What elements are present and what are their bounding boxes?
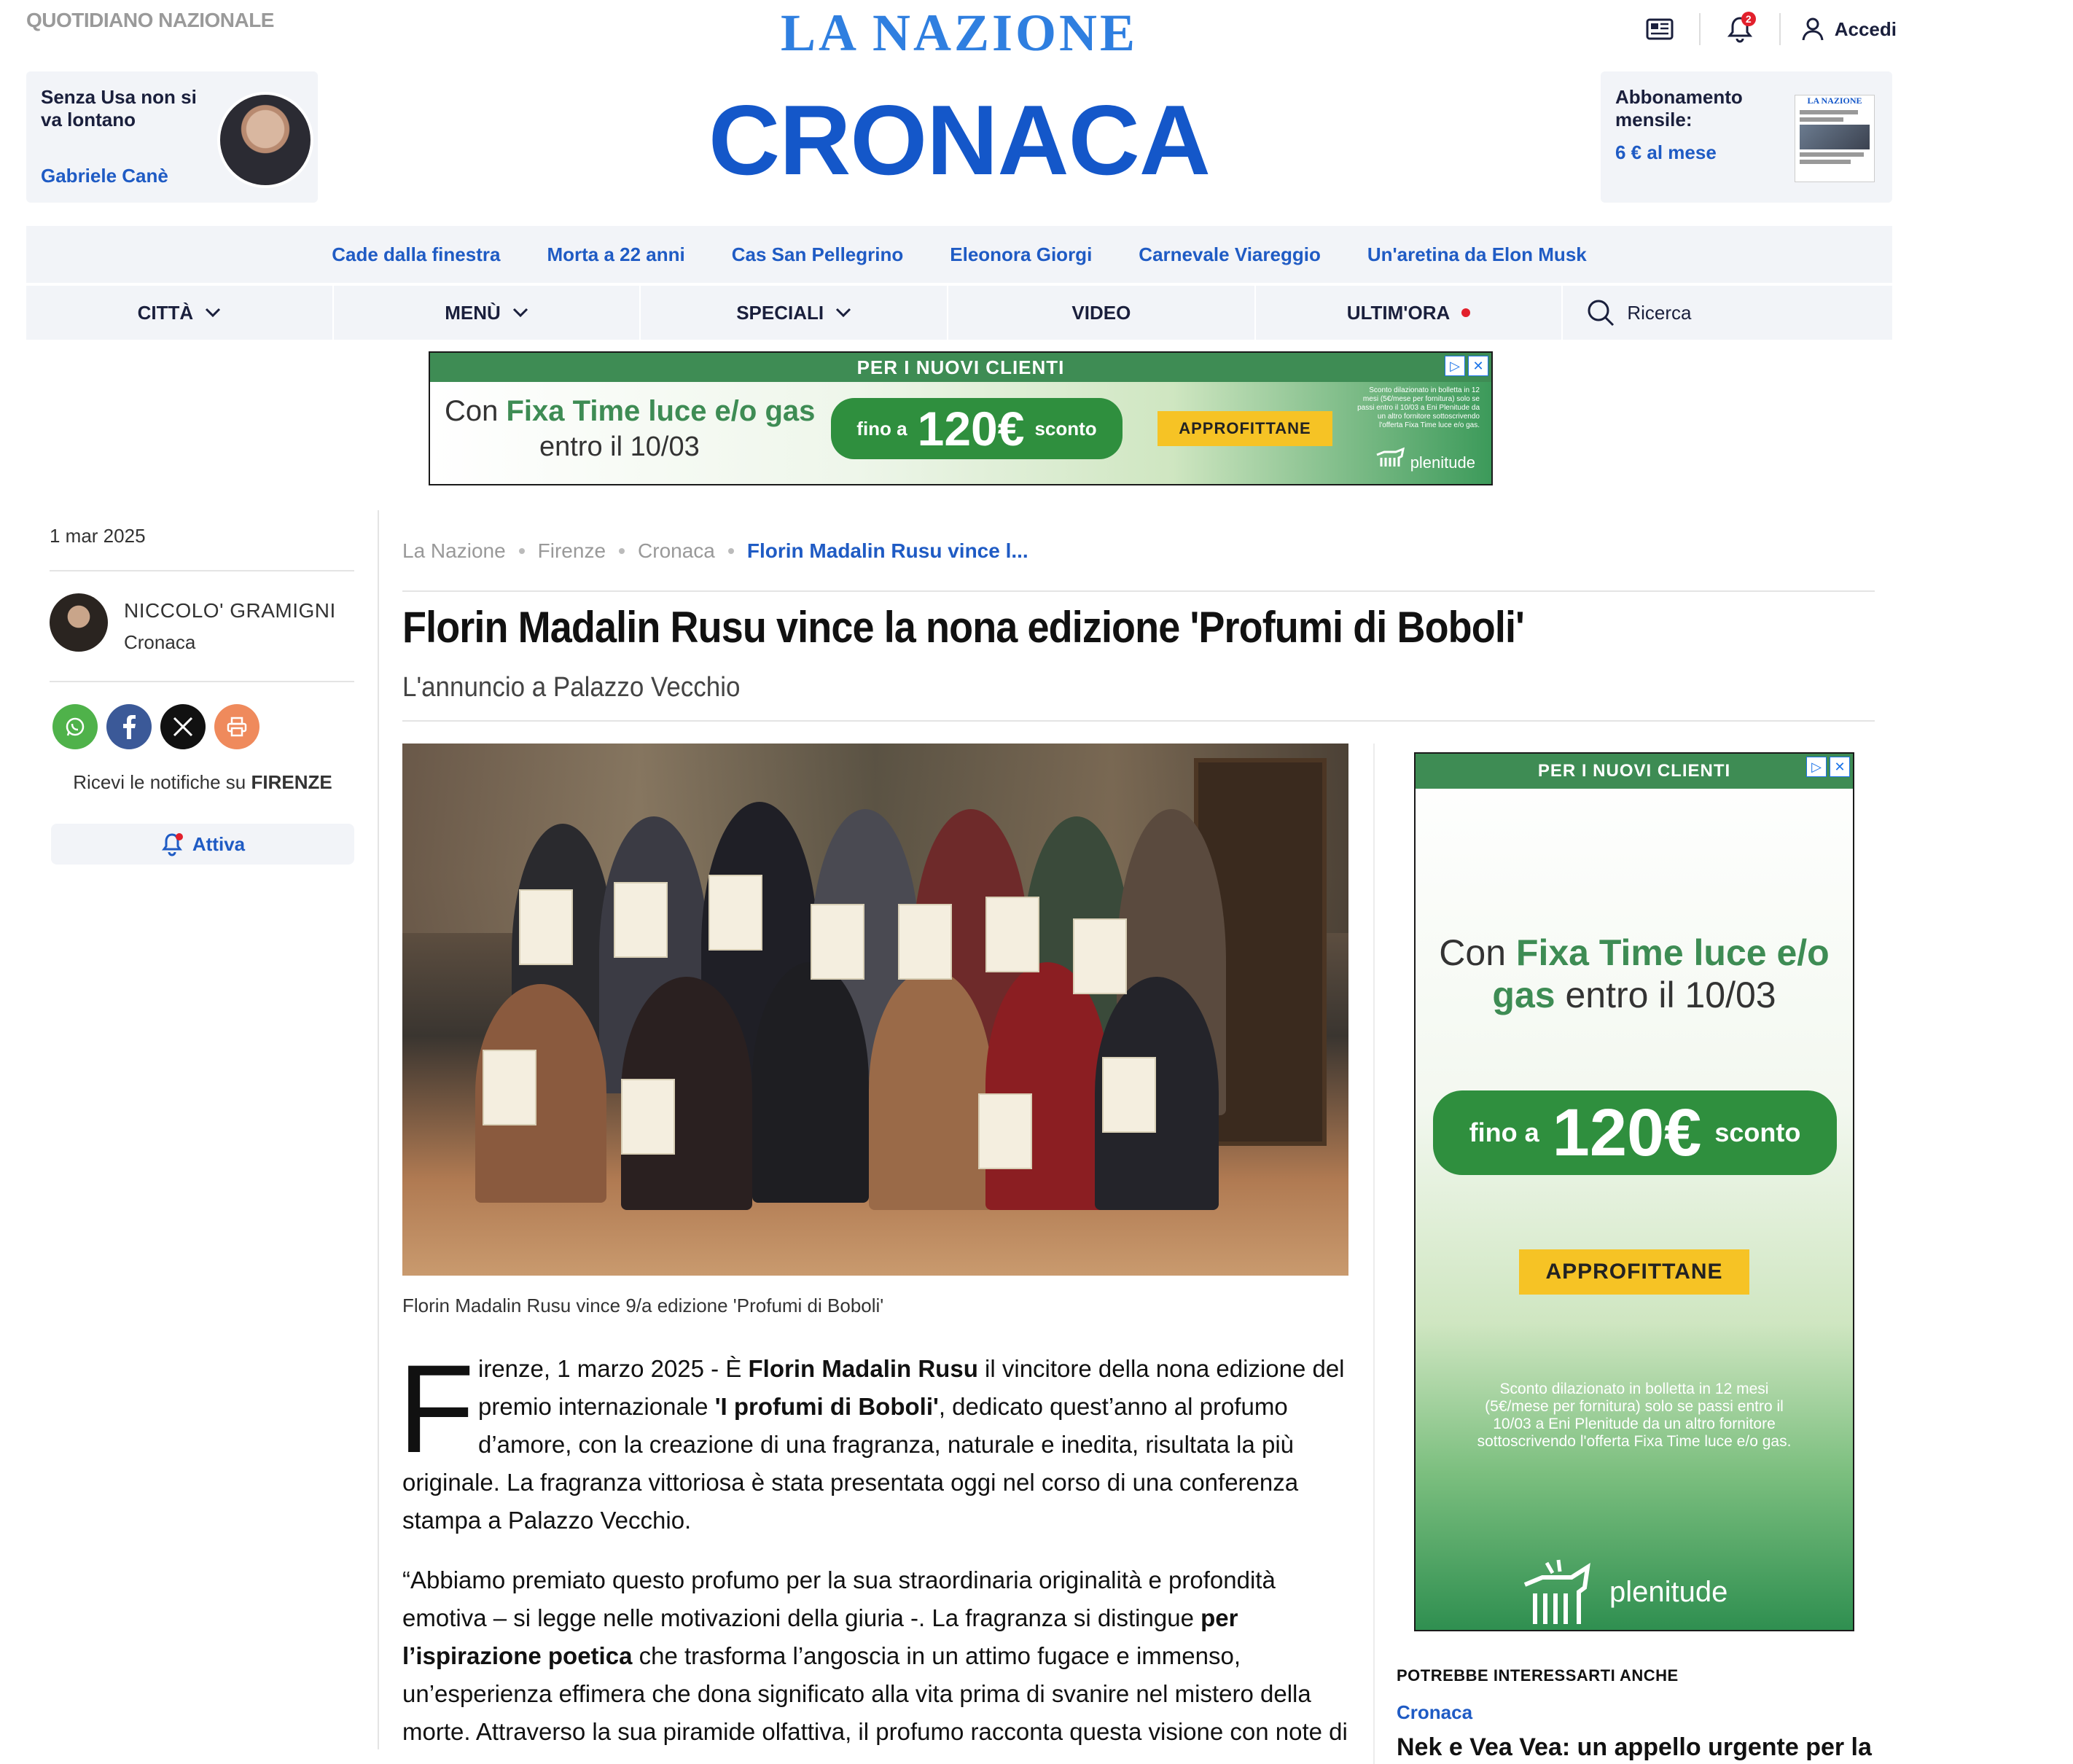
breadcrumb-separator [519,548,525,554]
cover-image [1800,125,1870,149]
bell-alert-icon [160,832,184,856]
breadcrumb [402,539,1028,563]
header-divider [1779,13,1781,45]
banner-ad-product: Fixa Time luce e/o gas [506,395,816,427]
text-run: irenze, 1 marzo 2025 - È [478,1355,749,1382]
certificate [811,904,864,980]
login-label: Accedi [1834,17,1897,40]
pill-suffix: sconto [1034,417,1097,440]
ad-choices [1445,356,1488,376]
column-divider [1373,744,1375,1764]
text-bold: 'I profumi di Boboli' [714,1393,939,1420]
group-member [985,962,1109,1210]
author-avatar[interactable] [50,593,108,652]
cover-line [1800,110,1858,114]
facebook-icon[interactable] [106,704,152,749]
pill-amount: 120€ [1552,1095,1702,1170]
cover-line [1800,160,1851,164]
pill-prefix: fino a [856,417,907,440]
banner-ad-headline-pre: Con [445,395,507,427]
chevron-down-icon [512,308,528,318]
pill-prefix: fino a [1469,1117,1539,1147]
sidebar-ad-smallprint: Sconto dilazionato in bolletta in 12 mesi (5€/mese per fornitura) solo se passi entro il 10/03 a Eni Plenitude da un altro fornitore sottoscrivendo l'offerta Fixa Time luce e/o gas. [1477,1381,1792,1450]
divider [50,681,354,682]
text-run: “Abbiamo premiato questo profumo per la sua straordinaria originalità e profondità emotiva – si legge nelle motivazioni della giuria -. La fragranza si distingue [402,1566,1276,1631]
certificate [898,904,952,980]
network-logo[interactable]: QUOTIDIANO NAZIONALE [26,9,274,31]
certificate [519,889,573,965]
ad-info-icon[interactable]: ▷ [1806,757,1827,777]
text-run: il vincitore della nona edizione del premio internazionale [478,1355,1345,1420]
sidebar-ad-product: Fixa Time luce e/o [1515,932,1830,973]
banner-ad-headline [445,395,815,428]
banner-ad[interactable] [429,351,1493,485]
sidebar-ad-header: PER I NUOVI CLIENTI [1416,754,1853,789]
whatsapp-icon[interactable] [52,704,98,749]
certificate [985,897,1039,972]
plenitude-logo-text: plenitude [1609,1575,1728,1608]
breadcrumb-separator [728,548,734,554]
banner-ad-discount-pill [831,398,1123,459]
six-legged-dog-icon [1518,1556,1598,1628]
sidebar-ad-headline [1437,932,1831,1016]
nav-citta-label: CITTÀ [137,301,194,324]
nav-ultimora[interactable] [1256,286,1563,340]
trending-link[interactable]: Morta a 22 anni [547,243,685,265]
nav-video[interactable] [948,286,1256,340]
notifications-bell-icon[interactable] [1721,10,1759,48]
trending-link[interactable]: Eleonora Giorgi [950,243,1093,265]
divider [402,590,1875,592]
plenitude-logo [1374,446,1475,472]
live-dot-icon [1461,308,1470,317]
sidebar-ad-cta-button[interactable]: APPROFITTANE [1519,1249,1749,1295]
pill-amount: 120€ [917,402,1025,456]
sidebar-ad-headline-pre: Con [1439,932,1516,973]
nav-menu-label: MENÙ [445,301,501,324]
search-icon [1586,298,1615,327]
cover-line [1800,152,1864,157]
close-icon[interactable]: ✕ [1830,757,1850,777]
author-name[interactable]: NICCOLO' GRAMIGNI [124,599,336,622]
ad-info-icon[interactable]: ▷ [1445,356,1465,376]
nav-speciali-label: SPECIALI [736,301,824,324]
plenitude-logo [1518,1556,1765,1628]
opinion-title: Senza Usa non si va lontano [41,86,197,130]
publish-date: 1 mar 2025 [50,525,146,547]
newspaper-icon[interactable] [1641,10,1679,48]
nav-menu[interactable] [334,286,641,340]
opinion-promo[interactable] [26,71,318,203]
nav-citta[interactable] [26,286,334,340]
nav-ultimora-label: ULTIM'ORA [1346,301,1451,324]
certificate [708,875,762,951]
article-paragraph [402,1561,1350,1751]
author-section: Cronaca [124,631,196,653]
drop-cap: F [398,1339,475,1479]
section-title: CRONACA [708,85,1211,195]
divider [50,570,354,571]
divider [402,720,1875,722]
sidebar-ad-deadline: entro il 10/03 [1555,975,1776,1015]
header-divider [1699,13,1701,45]
certificate [1073,918,1127,994]
certificate [1102,1057,1156,1133]
certificate [614,882,668,958]
article-subtitle: L'annuncio a Palazzo Vecchio [402,672,741,703]
opinion-author[interactable]: Gabriele Canè [41,165,168,187]
subscription-title: Abbonamento mensile: [1615,86,1743,130]
newspaper-cover-thumbnail [1795,95,1875,182]
sidebar-ad-product-end: gas [1492,975,1555,1015]
header-actions [1641,10,1897,48]
sidebar-ad[interactable] [1414,752,1854,1631]
certificate [621,1079,675,1155]
nav-search[interactable] [1563,286,1892,340]
subscription-price[interactable]: 6 € al mese [1615,141,1717,163]
login-button[interactable] [1801,17,1897,42]
trending-bar [26,226,1892,283]
chevron-down-icon [205,308,221,318]
breadcrumb-item[interactable]: La Nazione [402,539,506,562]
activate-notifications-button[interactable] [51,824,354,865]
breadcrumb-item[interactable]: Cronaca [638,539,715,562]
breadcrumb-current[interactable]: Florin Madalin Rusu vince l... [746,539,1028,562]
text-bold: Florin Madalin Rusu [748,1355,978,1382]
activate-label: Attiva [192,832,246,855]
nav-speciali[interactable] [641,286,948,340]
related-article-title[interactable]: Nek e Vea Vea: un appello urgente per la [1397,1733,1872,1761]
main-nav [26,284,1892,340]
trending-link[interactable]: Un'aretina da Elon Musk [1367,243,1587,265]
newspaper-cover-masthead: LA NAZIONE [1807,95,1862,106]
breadcrumb-separator [619,548,625,554]
print-icon[interactable] [214,704,259,749]
plenitude-logo-text: plenitude [1410,453,1475,472]
text-run: , dedicato quest’anno al profumo d’amore, con la creazione di una fragranza, naturale e inedita, risultata la più [478,1393,1295,1458]
cover-line [1800,117,1843,122]
notify-text: Ricevi le notifiche su [73,771,251,793]
pill-suffix: sconto [1714,1117,1801,1147]
article-photo[interactable] [402,744,1348,1276]
banner-ad-header: PER I NUOVI CLIENTI [430,353,1491,382]
group-member [752,962,869,1203]
six-legged-dog-icon [1374,446,1406,468]
trending-link[interactable]: Cade dalla finestra [332,243,501,265]
brand-logo[interactable]: LA NAZIONE [780,4,1139,62]
article-paragraph [478,1350,1350,1464]
article-title: Florin Madalin Rusu vince la nona edizione 'Profumi di Boboli' [402,603,1524,652]
notifications-count-badge: 2 [1741,12,1756,26]
breadcrumb-item[interactable]: Firenze [537,539,606,562]
notify-city: FIRENZE [251,771,332,793]
notify-prompt [26,771,379,794]
banner-ad-smallprint: Sconto dilazionato in bolletta in 12 mesi (5€/mese per fornitura) solo se passi entro il 10/03 a Eni Plenitude da un altro fornitore sottoscrivendo l'offerta Fixa Time luce e/o gas. [1357,386,1480,429]
subscription-promo[interactable] [1601,71,1892,203]
certificate [978,1093,1032,1169]
ad-choices [1806,757,1850,777]
text-run: che trasforma l’angoscia in un attimo fugace e immenso, un’esperienza effimera che dona significato alla vita prima di svanire nel mistero della morte. Attraverso la sua piramide olfattiva, il profumo racconta questa visione con note di [402,1642,1348,1745]
user-icon [1801,17,1824,42]
text-bold: per l’ispirazione poetica [402,1604,1238,1669]
share-buttons [52,704,259,749]
close-icon[interactable]: ✕ [1468,356,1488,376]
author-avatar [217,92,313,188]
sidebar-ad-discount-pill [1433,1090,1837,1175]
related-heading: POTREBBE INTERESSARTI ANCHE [1397,1666,1679,1685]
trending-link[interactable]: Cas San Pellegrino [731,243,904,265]
group-member [869,969,993,1210]
nav-video-label: VIDEO [1071,301,1131,324]
related-category[interactable]: Cronaca [1397,1701,1473,1723]
photo-caption: Florin Madalin Rusu vince 9/a edizione 'Profumi di Boboli' [402,1295,884,1316]
banner-ad-cta-button[interactable]: APPROFITTANE [1157,411,1332,446]
certificate [483,1050,536,1125]
banner-ad-deadline: entro il 10/03 [539,432,700,462]
sidebar-divider [378,510,379,1749]
chevron-down-icon [835,308,851,318]
x-twitter-icon[interactable] [160,704,206,749]
search-label: Ricerca [1627,301,1692,324]
trending-link[interactable]: Carnevale Viareggio [1139,243,1321,265]
article-paragraph: originale. La fragranza vittoriosa è stata presentata oggi nel corso di una conferenza stampa a Palazzo Vecchio. [402,1469,1299,1534]
